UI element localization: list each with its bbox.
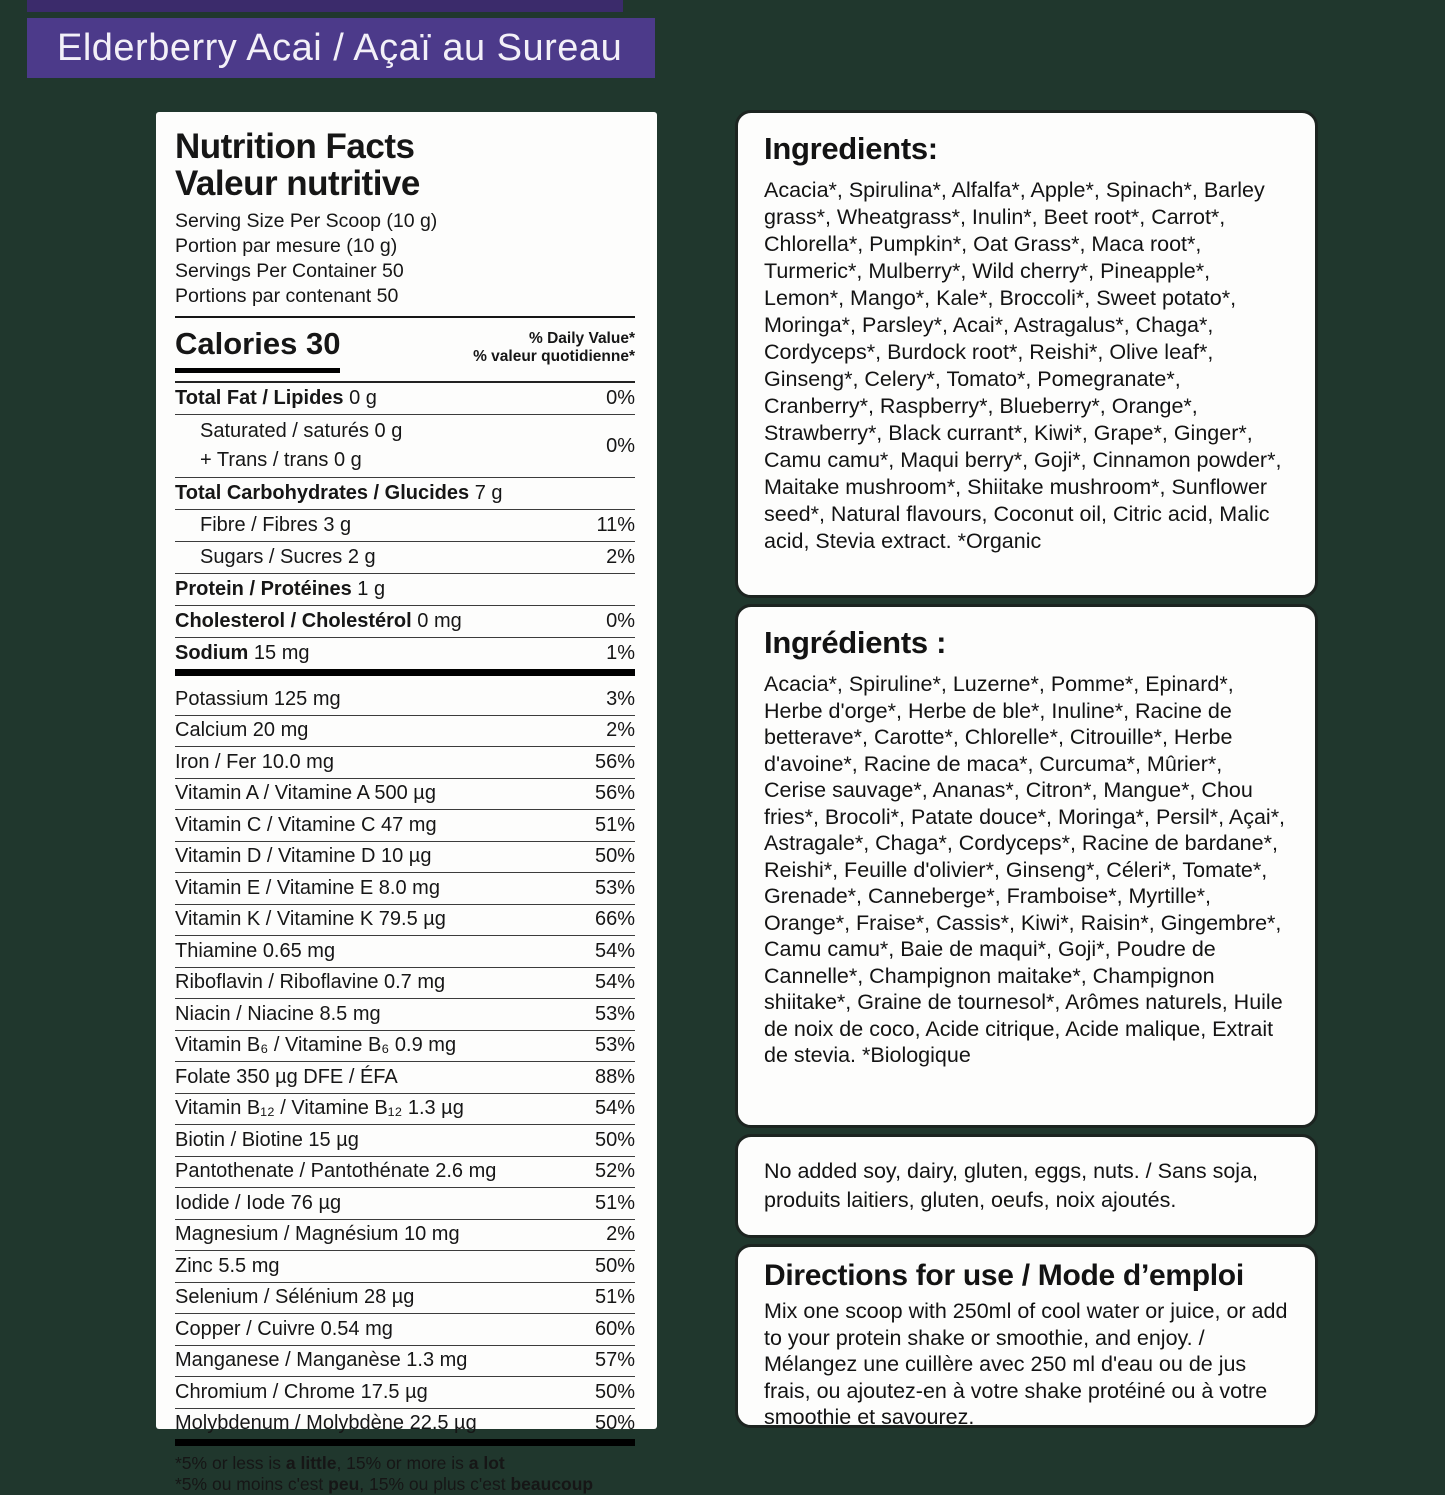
nutrient-row: Vitamin K / Vitamine K 79.5 µg 66%	[175, 905, 635, 937]
directions-title: Directions for use / Mode d’emploi	[764, 1259, 1244, 1292]
serving-size-en: Serving Size Per Scoop (10 g)	[175, 210, 438, 232]
nutrition-facts-title-fr: Valeur nutritive	[175, 164, 420, 203]
ingredients-fr-title: Ingrédients :	[764, 625, 947, 660]
ingredients-en-text: Acacia*, Spirulina*, Alfalfa*, Apple*, Spinach*, Barley grass*, Wheatgrass*, Inulin*, Beet root*, Carrot*, Chlorella*, Pumpkin*, Oat Grass*, Maca root*, Turmeric*, Mulberry*, Wild cherry*, Pineapple*, Lemon*, Mango*, Kale*, Broccoli*, Sweet potato*, Moringa*, Parsley*, Acai*, Astragalus*, Chaga*, Cordyceps*, Burdock root*, Reishi*, Olive leaf*, Ginseng*, Celery*, Tomato*, Pomegranate*, Cranberry*, Raspberry*, Blueberry*, Orange*, Strawberry*, Black currant*, Kiwi*, Grape*, Ginger*, Camu camu*, Maqui berry*, Goji*, Cinnamon powder*, Maitake mushroom*, Shiitake mushroom*, Sunflower seed*, Natural flavours, Coconut oil, Citric acid, Malic acid, Stevia extract. *Organic	[764, 178, 1282, 553]
ingredients-en-title: Ingredients:	[764, 131, 938, 166]
nutrient-row: Vitamin A / Vitamine A 500 µg 56%	[175, 779, 635, 811]
ingredients-fr-text: Acacia*, Spiruline*, Luzerne*, Pomme*, Epinard*, Herbe d'orge*, Herbe de ble*, Inuline*, Racine de betterave*, Carotte*, Chlorelle*, Citrouille*, Herbe d'avoine*, Racine de maca*, Curcuma*, Mûrier*, Cerise sauvage*, Ananas*, Citron*, Mangue*, Chou fries*, Brocoli*, Patate douce*, Moringa*, Persil*, Açai*, Astragale*, Chaga*, Cordyceps*, Racine de bardane*, Reishi*, Feuille d'olivier*, Ginseng*, Céleri*, Tomate*, Grenade*, Canneberge*, Framboise*, Myrtille*, Orange*, Fraise*, Cassis*, Kiwi*, Raisin*, Gingembre*, Camu camu*, Baie de maqui*, Goji*, Poudre de Cannelle*, Champignon maitake*, Champignon shiitake*, Graine de tournesol*, Arômes naturels, Huile de noix de coco, Acide citrique, Acide malique, Extrait de stevia. *Biologique	[764, 672, 1286, 1067]
nutrient-row: Niacin / Niacine 8.5 mg 53%	[175, 999, 635, 1031]
serving-size-fr: Portion par mesure (10 g)	[175, 235, 398, 257]
nutrient-row: Vitamin B₆ / Vitamine B₆ 0.9 mg 53%	[175, 1031, 635, 1063]
directions-text: Mix one scoop with 250ml of cool water or juice, or add to your protein shake or smoothie, and enjoy. / Mélangez une cuillère avec 250 ml d'eau ou de jus frais, ou ajoutez-en à votre shake protéiné ou à votre smoothie et savourez.	[764, 1299, 1288, 1429]
nutrient-row: Protein / Protéines 1 g	[175, 574, 635, 606]
nutrient-row: Sodium 15 mg 1%	[175, 642, 635, 664]
product-banner	[27, 18, 655, 78]
ingredients-en-box	[735, 110, 1318, 598]
thick-separator	[175, 669, 635, 676]
nutrient-row: Calcium 20 mg 2%	[175, 716, 635, 748]
nutrient-row: Manganese / Manganèse 1.3 mg 57%	[175, 1346, 635, 1378]
nutrient-row: Thiamine 0.65 mg 54%	[175, 936, 635, 968]
nutrient-row: Copper / Cuivre 0.54 mg 60%	[175, 1314, 635, 1346]
nutrient-row: Sugars / Sucres 2 g 2%	[175, 542, 635, 574]
nutrient-row: Iron / Fer 10.0 mg 56%	[175, 747, 635, 779]
divider	[175, 316, 635, 318]
nutrient-row: Vitamin D / Vitamine D 10 µg 50%	[175, 842, 635, 874]
allergen-text: No added soy, dairy, gluten, eggs, nuts. / Sans soja, produits laitiers, gluten, oeufs, noix ajoutés.	[764, 1159, 1258, 1212]
nutrient-row: Potassium 125 mg 3%	[175, 684, 635, 716]
nutrient-row: Biotin / Biotine 15 µg 50%	[175, 1125, 635, 1157]
nutrient-row: Total Carbohydrates / Glucides 7 g	[175, 478, 635, 510]
nutrient-row: Fibre / Fibres 3 g 11%	[175, 510, 635, 542]
nutrient-row: Total Fat / Lipides 0 g 0%	[175, 383, 635, 415]
servings-per-container-en: Servings Per Container 50	[175, 260, 404, 282]
daily-value-fr: % valeur quotidienne*	[473, 348, 635, 365]
nutrient-row: Vitamin C / Vitamine C 47 mg 51%	[175, 810, 635, 842]
footnote-en: *5% or less is a little, 15% or more is a lot	[175, 1453, 505, 1473]
nutrient-row: Vitamin B₁₂ / Vitamine B₁₂ 1.3 µg 54%	[175, 1094, 635, 1126]
nutrient-row: Pantothenate / Pantothénate 2.6 mg 52%	[175, 1157, 635, 1189]
footnote-fr: *5% ou moins c'est peu, 15% ou plus c'est beaucoup	[175, 1474, 594, 1494]
servings-per-container-fr: Portions par contenant 50	[175, 285, 399, 307]
nutrient-row: Cholesterol / Cholestérol 0 mg 0%	[175, 606, 635, 638]
nutrient-rows-macros	[175, 381, 635, 669]
daily-value-footnote	[175, 1453, 635, 1495]
nutrient-row: Iodide / Iode 76 µg 51%	[175, 1188, 635, 1220]
nutrition-facts-title-en: Nutrition Facts	[175, 127, 415, 166]
nutrient-row: Magnesium / Magnésium 10 mg 2%	[175, 1220, 635, 1252]
nutrient-row: Zinc 5.5 mg 50%	[175, 1251, 635, 1283]
ingredients-fr-box	[735, 604, 1318, 1128]
nutrient-rows-vitamins	[175, 684, 635, 1439]
nutrient-row: Saturated / saturés 0 g + Trans / trans 0 g 0%	[175, 415, 635, 478]
serving-info	[175, 209, 635, 309]
calories-row	[175, 326, 635, 373]
calories-value: Calories 30	[175, 326, 340, 373]
nutrient-row: Chromium / Chrome 17.5 µg 50%	[175, 1377, 635, 1409]
product-title: Elderberry Acai / Açaï au Sureau	[57, 27, 623, 69]
allergen-box	[735, 1134, 1318, 1238]
daily-value-header	[473, 326, 635, 366]
nutrient-row: Folate 350 µg DFE / ÉFA 88%	[175, 1062, 635, 1094]
directions-box	[735, 1244, 1318, 1428]
nutrient-row: Selenium / Sélénium 28 µg 51%	[175, 1283, 635, 1315]
nutrition-facts-panel	[156, 112, 657, 1494]
nutrient-row: Vitamin E / Vitamine E 8.0 mg 53%	[175, 873, 635, 905]
nutrient-row: Riboflavin / Riboflavine 0.7 mg 54%	[175, 968, 635, 1000]
banner-top-strip	[27, 0, 623, 12]
daily-value-en: % Daily Value*	[529, 330, 635, 347]
nutrient-row: Molybdenum / Molybdène 22.5 µg 50%	[175, 1412, 635, 1435]
